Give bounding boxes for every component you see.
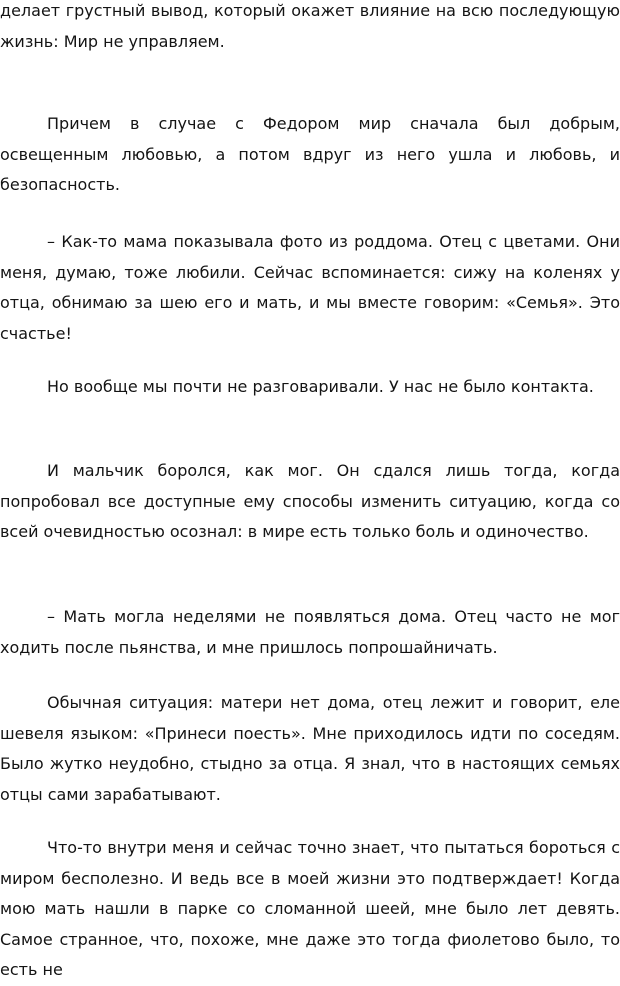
paragraph-2: Причем в случае с Федором мир сначала был добрым, освещенным любовью, а потом вдруг из него ушла и любовь, и безопасность.: [0, 114, 620, 195]
paragraph-4: Но вообще мы почти не разговаривали. У нас не было контакта.: [47, 377, 594, 396]
paragraph-6: – Мать могла неделями не появляться дома. Отец часто не мог ходить после пьянства, и мне пришлось попрошайничать.: [0, 607, 620, 657]
paragraph-1: делает грустный вывод, который окажет влияние на всю последующую жизнь: Мир не управляем.: [0, 1, 620, 51]
paragraph-8: Что-то внутри меня и сейчас точно знает, что пытаться бороться с миром бесполезно. И ведь все в моей жизни это подтверждает! Когда мою мать нашли в парке со сломанной шеей, мне было лет девять. Самое странное, что, похоже, мне даже это тогда фиолетово было, то есть не: [0, 838, 620, 980]
paragraph-7: Обычная ситуация: матери нет дома, отец лежит и говорит, еле шевеля языком: «Принеси поесть». Мне приходилось идти по соседям. Было жутко неудобно, стыдно за отца. Я знал, что в настоящих семьях отцы сами зарабатывают.: [0, 693, 620, 804]
paragraph-3: – Как-то мама показывала фото из роддома. Отец с цветами. Они меня, думаю, тоже любили. Сейчас вспоминается: сижу на коленях у отца, обнимаю за шею его и мать, и мы вместе говорим: «Семья». Это счастье!: [0, 232, 620, 343]
paragraph-5: И мальчик боролся, как мог. Он сдался лишь тогда, когда попробовал все доступные ему способы изменить ситуацию, когда со всей очевидностью осознал: в мире есть только боль и одиночество.: [0, 461, 620, 542]
